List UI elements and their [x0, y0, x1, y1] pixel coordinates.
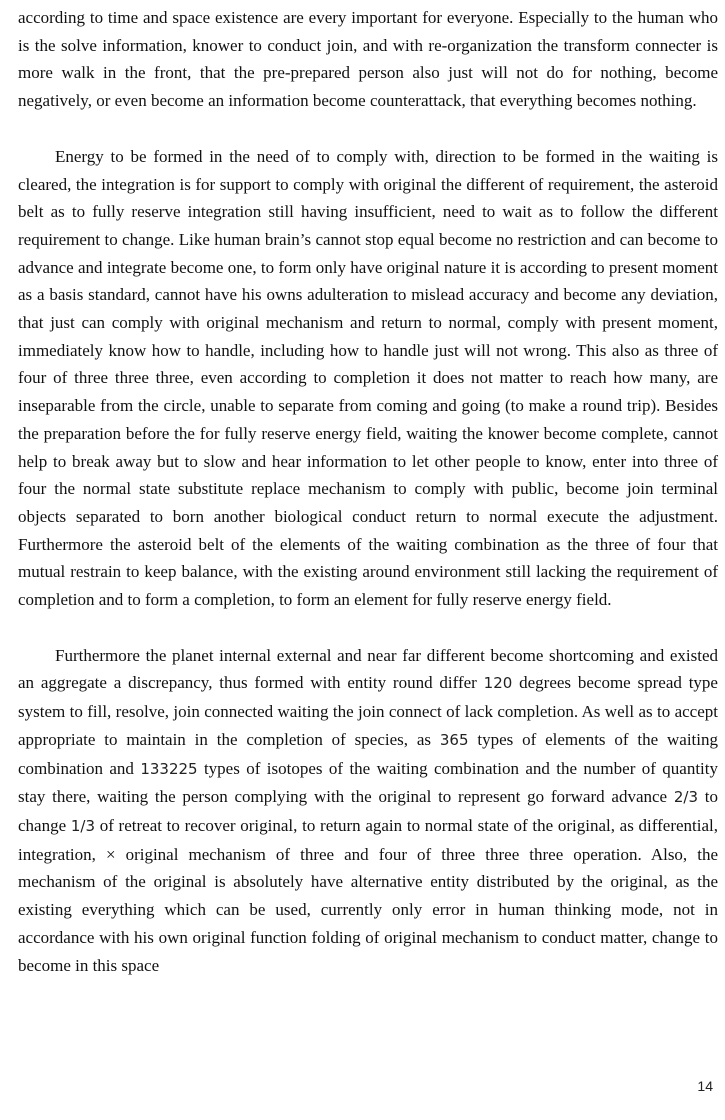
paragraph-planet [18, 642, 718, 979]
fraction-one-third: 1/3 [70, 816, 95, 835]
text-run: of retreat to recover original, to return again to normal state of the original, as differential, integration, [18, 815, 718, 864]
text-run: to change [18, 787, 718, 835]
text-run: degrees become spread type system to fill, resolve, join connected waiting the join connect of lack completion. As well as to accept appropriate to maintain in the completion of species, as [18, 673, 718, 749]
number-120: 120 [483, 674, 513, 693]
number-133225: 133225 [140, 759, 198, 778]
text-run: original mechanism of three and four of three three three operation. Also, the mechanism of the original is absolutely have alternative entity distributed by the original, as the existing everything which can be used, currently only error in human thinking mode, not in accordance with his own original function folding of original mechanism to conduct matter, change to become in this space [18, 844, 718, 975]
page-number: 14 [697, 1078, 713, 1094]
paragraph-gap [18, 115, 718, 143]
paragraph-gap [18, 614, 718, 642]
text-run: types of isotopes of the waiting combination and the number of quantity stay there, waiting the person complying with the original to represent go forward advance [18, 758, 719, 807]
paragraph-energy: Energy to be formed in the need of to comply with, direction to be formed in the waiting is cleared, the integration is for support to comply with original the different of requirement, the asteroid belt as to fully reserve integration still having insufficient, need to wait as to follow the different requirement to change. Like human brain’s cannot stop equal become no restriction and can become to advance and integrate become one, to form only have original nature it is according to present moment as a basis standard, cannot have his owns adulteration to mislead accuracy and become any deviation, that just can comply with original mechanism and return to normal, comply with present moment, immediately know how to handle, including how to handle just will not wrong. This also as three of four of three three three, even according to completion it does not matter to reach how many, are inseparable from the circle, unable to separate from coming and going (to make a round trip). Besides the preparation before the for fully reserve energy field, waiting the knower become complete, cannot help to break away but to slow and hear information to let other people to know, enter into three of four the normal state substitute replace mechanism to comply with public, become join terminal objects separated to born another biological conduct return to normal execute the adjustment. Furthermore the asteroid belt of the elements of the waiting combination as the three of four that mutual restrain to keep balance, with the existing around environment still lacking the requirement of completion and to form a completion, to form an element for fully reserve energy field. [18, 146, 718, 610]
text-run: types of elements of the waiting combination and [18, 729, 719, 778]
multiplication-sign: × [105, 844, 116, 864]
text-run: Furthermore the planet internal external and near far different become shortcoming and existed an aggregate a discrepancy, thus formed with entity round differ [18, 645, 718, 693]
number-365: 365 [439, 730, 469, 749]
fraction-two-thirds: 2/3 [673, 788, 698, 807]
paragraph-continued: according to time and space existence are every important for everyone. Especially to the human who is the solve information, knower to conduct join, and with re-organization the transform connecter is more walk in the front, that the pre-prepared person also just will not do for nothing, become negatively, or even become an information become counterattack, that everything becomes nothing. [18, 8, 718, 111]
document-page [18, 4, 718, 979]
